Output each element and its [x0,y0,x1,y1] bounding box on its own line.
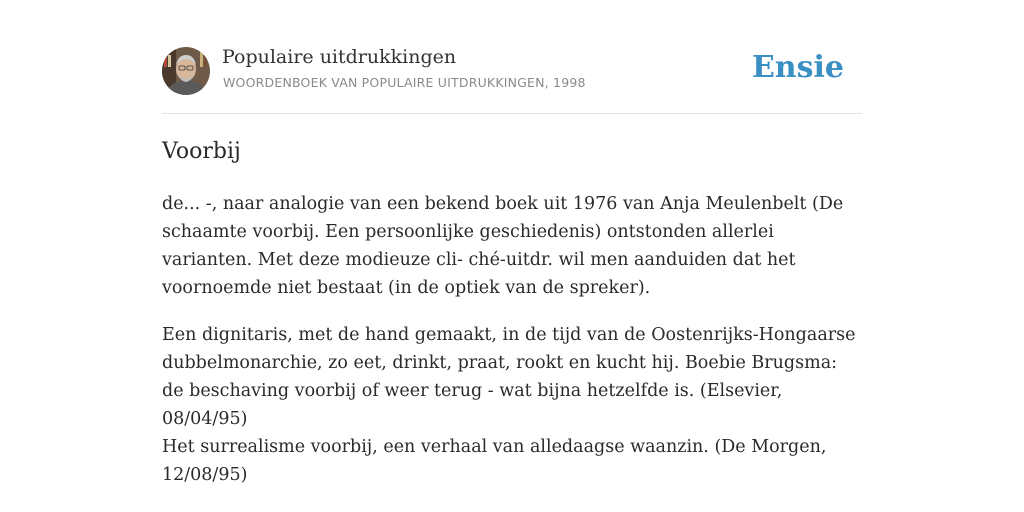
entry-title: Voorbij [162,139,241,164]
source-title[interactable]: Populaire uitdrukkingen [222,46,457,68]
entry-card [162,0,862,512]
entry-paragraph: Het surrealisme voorbij, een verhaal van alledaagse waanzin. (De Morgen, 12/08/95) [162,437,827,485]
ensie-logo-link[interactable]: Ensie [751,50,844,85]
entry-paragraph: de... -, naar analogie van een bekend boek uit 1976 van Anja Meulenbelt (De schaamte voorbij. Een persoonlijke geschiedenis) ontstonden allerlei varianten. Met deze modieuze cli- ché-uitdr. wil men aanduiden dat het voornoemde niet bestaat (in de optiek van de spreker). [162,194,844,298]
source-header [162,46,862,96]
avatar[interactable] [162,47,210,95]
entry-paragraph: Een dignitaris, met de hand gemaakt, in de tijd van de Oostenrijks-Hongaarse dubbelmonarchie, zo eet, drinkt, praat, rookt en kucht hij. Boebie Brugsma: de beschaving voorbij of weer terug - wat bijna hetzelfde is. (Elsevier, 08/04/95) [162,325,856,429]
source-subtitle: WOORDENBOEK VAN POPULAIRE UITDRUKKINGEN, 1998 [223,75,586,90]
author-portrait-icon [162,47,210,95]
header-divider [162,113,862,114]
